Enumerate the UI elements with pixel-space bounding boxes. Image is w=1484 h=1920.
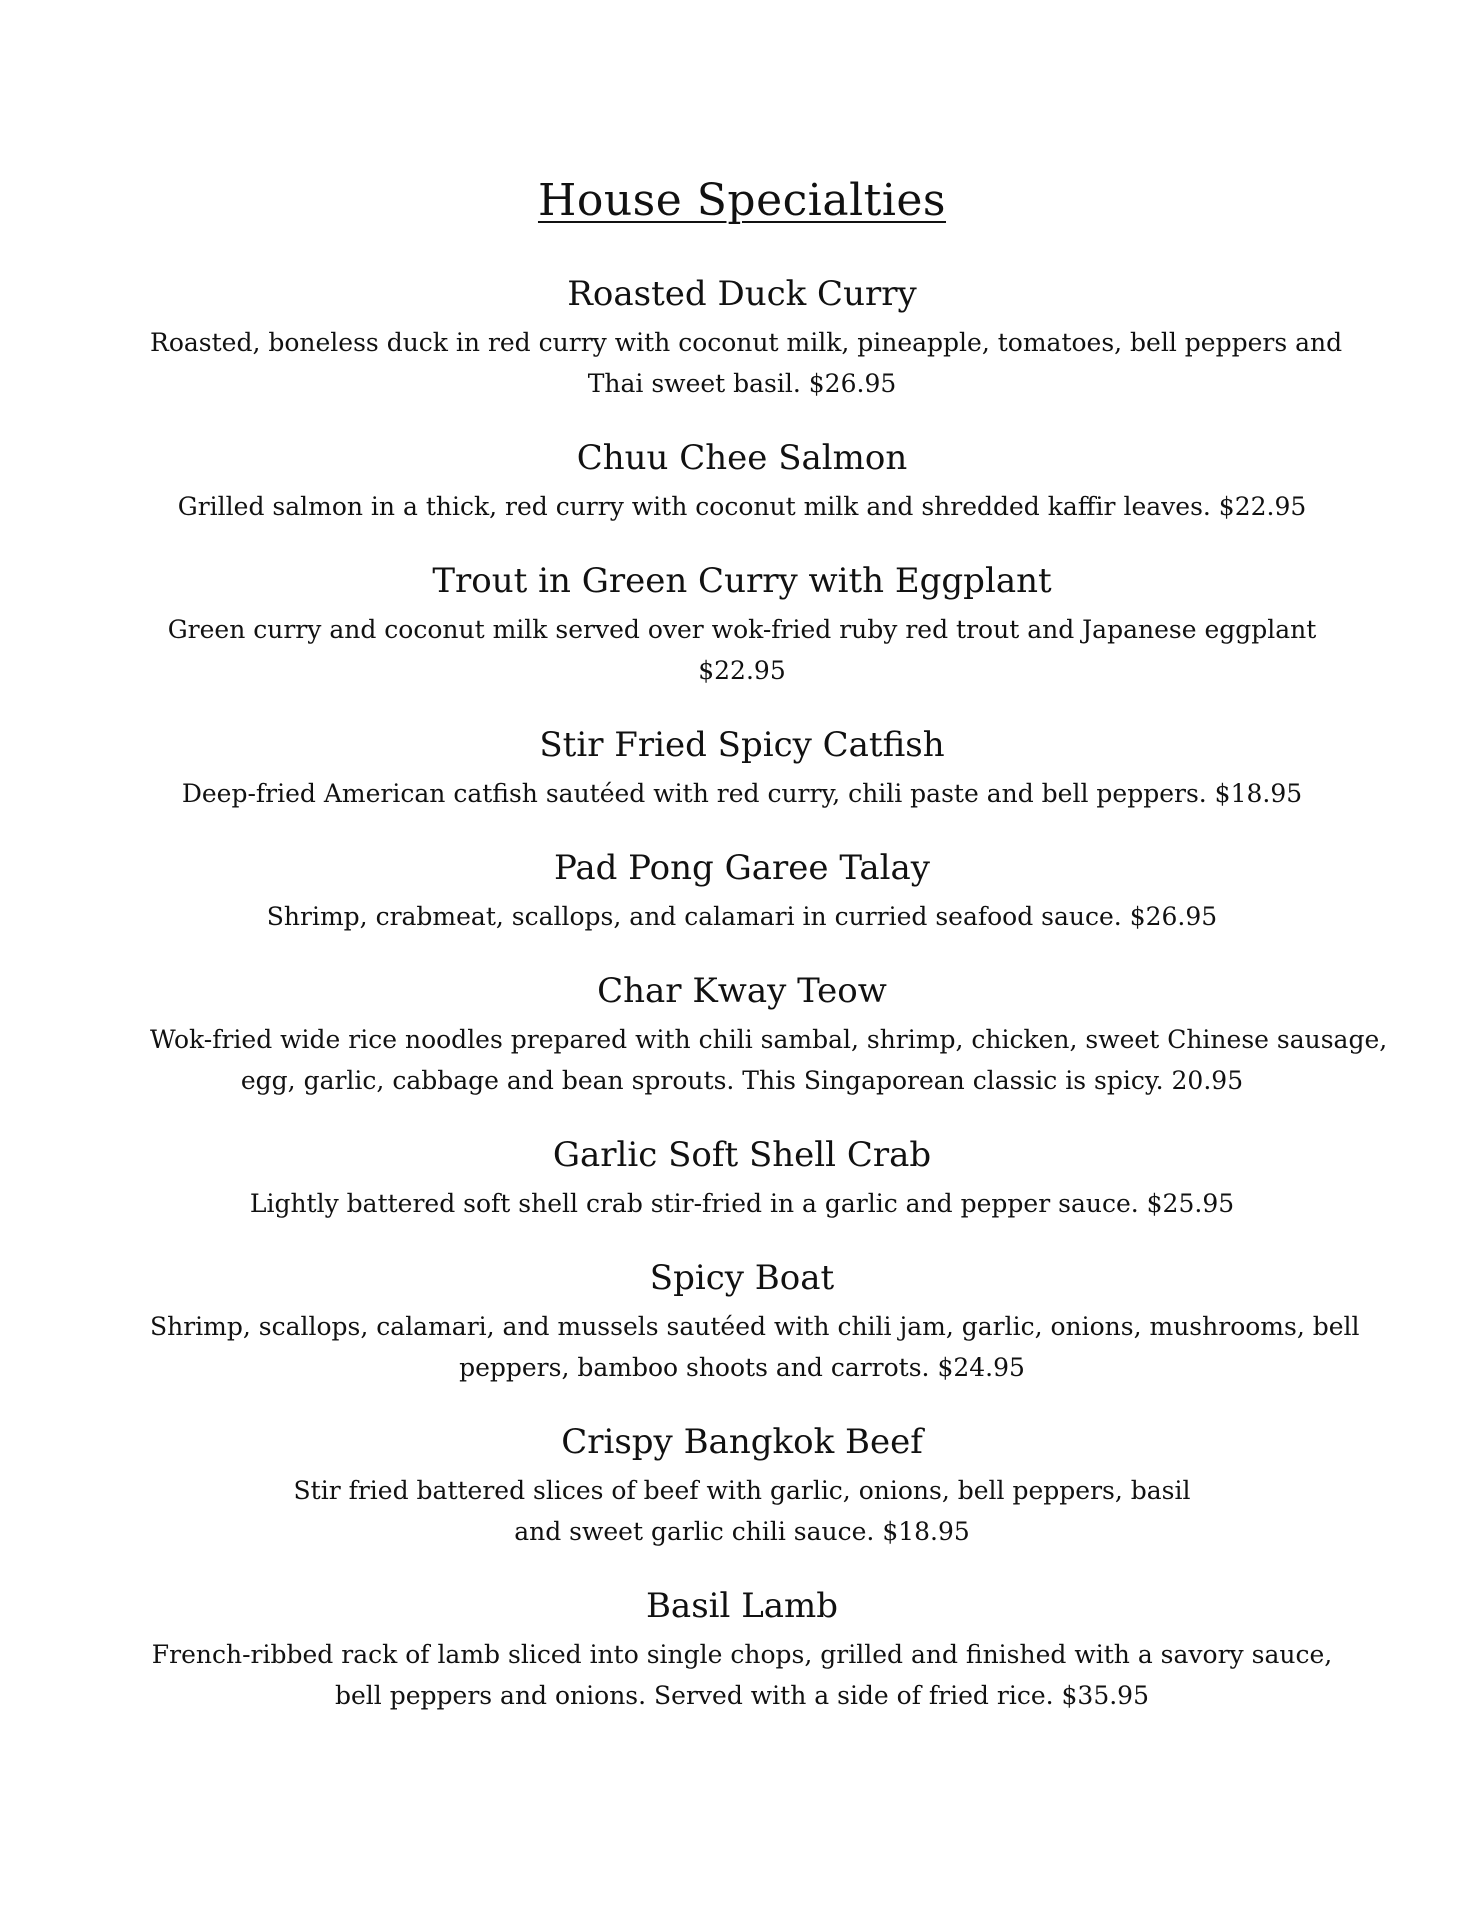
dish-name: Roasted Duck Curry — [567, 274, 917, 314]
menu-title-text: House Specialties — [537, 175, 947, 226]
dish-name: Chuu Chee Salmon — [576, 438, 908, 478]
dish-name: Spicy Boat — [649, 1258, 835, 1298]
dish-crispy-bangkok-beef — [150, 1420, 1334, 1552]
dish-description-line: and sweet garlic chili sauce. $18.95 — [514, 1517, 970, 1546]
dish-spicy-boat — [150, 1256, 1360, 1388]
dish-description — [150, 1634, 1334, 1716]
dish-roasted-duck-curry — [150, 272, 1343, 404]
dish-char-kway-teow — [150, 969, 1388, 1101]
dish-description-line: Shrimp, scallops, calamari, and mussels sautéed with chili jam, garlic, onions, mushrooms, bell — [150, 1312, 1360, 1341]
dish-description — [150, 609, 1334, 691]
dish-name: Garlic Soft Shell Crab — [552, 1135, 932, 1175]
dish-description-line: Shrimp, crabmeat, scallops, and calamari in curried seafood sauce. $26.95 — [266, 902, 1218, 931]
dish-description — [150, 773, 1334, 814]
dish-description-line: Green curry and coconut milk served over wok-fried ruby red trout and Japanese eggplant — [167, 615, 1317, 644]
dish-description-line: $22.95 — [698, 656, 786, 685]
dish-description — [150, 896, 1334, 937]
dish-description-line: French-ribbed rack of lamb sliced into single chops, grilled and finished with a savory sauce, — [151, 1640, 1333, 1669]
dish-description-line: Thai sweet basil. $26.95 — [587, 369, 897, 398]
dish-description-line: Stir fried battered slices of beef with garlic, onions, bell peppers, basil — [293, 1476, 1191, 1505]
dish-name: Basil Lamb — [645, 1586, 839, 1626]
dish-description — [150, 1306, 1360, 1388]
dish-name: Crispy Bangkok Beef — [561, 1422, 923, 1462]
dish-description — [150, 1019, 1388, 1101]
dish-stir-fried-spicy-catfish — [150, 723, 1334, 814]
dish-pad-pong-garee-talay — [150, 846, 1334, 937]
menu-title — [0, 173, 1484, 229]
dish-description-line: egg, garlic, cabbage and bean sprouts. This Singaporean classic is spicy. 20.95 — [240, 1066, 1244, 1095]
dish-trout-green-curry — [150, 559, 1334, 691]
dish-description-line: bell peppers and onions. Served with a side of fried rice. $35.95 — [334, 1681, 1149, 1710]
dish-name: Stir Fried Spicy Catfish — [539, 725, 945, 765]
dish-description-line: Lightly battered soft shell crab stir-fried in a garlic and pepper sauce. $25.95 — [249, 1189, 1235, 1218]
dish-name: Char Kway Teow — [597, 971, 887, 1011]
dish-chuu-chee-salmon — [150, 436, 1334, 527]
dish-basil-lamb — [150, 1584, 1334, 1716]
dish-description — [150, 486, 1334, 527]
dish-description-line: peppers, bamboo shoots and carrots. $24.95 — [459, 1353, 1025, 1382]
dish-description-line: Roasted, boneless duck in red curry with coconut milk, pineapple, tomatoes, bell peppers and — [150, 328, 1343, 357]
dish-description — [150, 1183, 1334, 1224]
dish-name: Trout in Green Curry with Eggplant — [432, 561, 1052, 601]
dish-name: Pad Pong Garee Talay — [553, 848, 931, 888]
dish-description-line: Wok-fried wide rice noodles prepared with chili sambal, shrimp, chicken, sweet Chinese sausage, — [150, 1025, 1388, 1054]
dish-description — [150, 322, 1343, 404]
dish-description-line: Grilled salmon in a thick, red curry with coconut milk and shredded kaffir leaves. $22.95 — [177, 492, 1307, 521]
dish-garlic-soft-shell-crab — [150, 1133, 1334, 1224]
dish-description-line: Deep-fried American catfish sautéed with red curry, chili paste and bell peppers. $18.95 — [181, 779, 1303, 808]
dish-description — [150, 1470, 1334, 1552]
